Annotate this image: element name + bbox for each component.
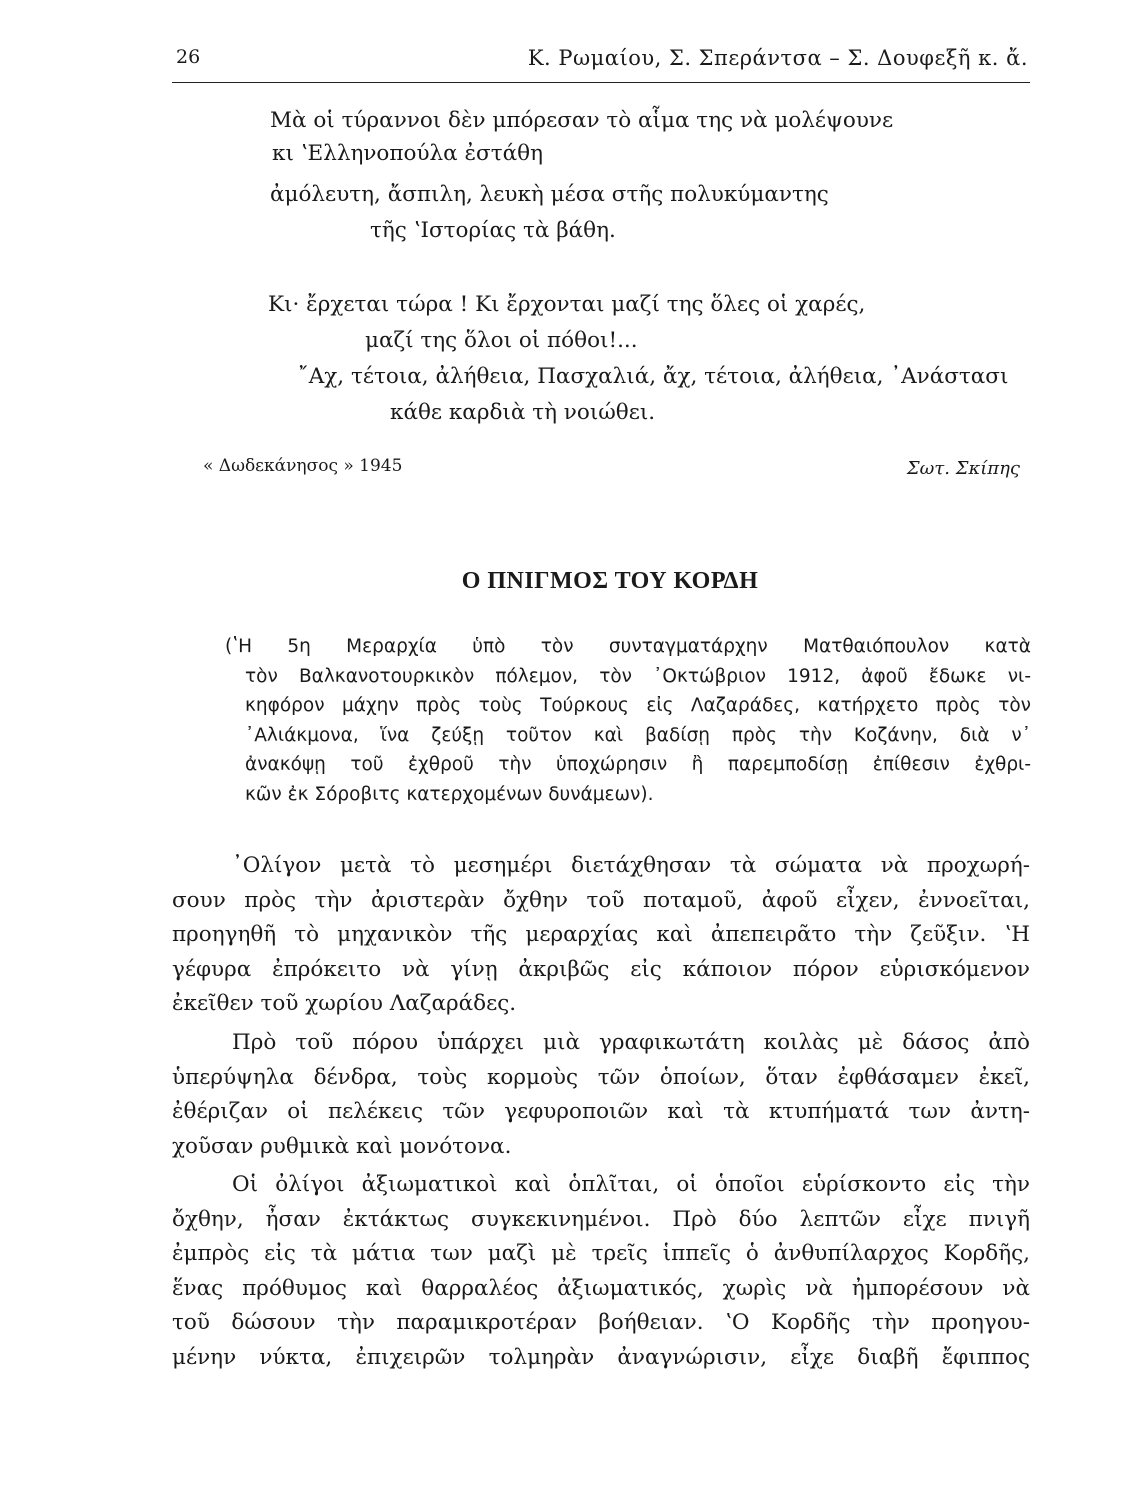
paragraph-3 <box>172 1172 1030 1379</box>
article-title: Ο ΠΝΙΓΜΟΣ ΤΟΥ ΚΟΡΔΗ <box>461 568 759 594</box>
page-number: 26 <box>176 46 201 68</box>
body-line: ἐκεῖθεν τοῦ χωρίου Λαζαράδες. <box>172 991 517 1016</box>
intro-line: ἀνακόψῃ τοῦ ἐχθροῦ τὴν ὑποχώρησιν ἢ παρεμποδίσῃ ἐπίθεσιν ἐχθρι- <box>245 754 1031 775</box>
intro-line: (ʽΗ 5η Μεραρχία ὑπὸ τὸν συνταγματάρχην Ματθαιόπουλον κατὰ <box>225 636 1031 657</box>
paragraph-2 <box>172 1030 1030 1168</box>
body-line: ἐθέριζαν οἱ πελέκεις τῶν γεφυροποιῶν καὶ τὰ κτυπήματά των ἀντη- <box>172 1099 1030 1124</box>
running-head: Κ. Ρωμαίου, Σ. Σπεράντσα – Σ. Δουφεξῆ κ. ἄ. <box>527 46 1028 70</box>
page-header <box>172 46 1030 83</box>
body-line: ὑπερύψηλα δένδρα, τοὺς κορμοὺς τῶν ὁποίων, ὅταν ἐφθάσαμεν ἐκεῖ, <box>172 1064 1030 1090</box>
poem-line: κάθε καρδιὰ τὴ νοιώθει. <box>390 400 656 425</box>
body-line: Πρὸ τοῦ πόρου ὑπάρχει μιὰ γραφικωτάτη κοιλὰς μὲ δάσος ἀπὸ <box>232 1030 1030 1055</box>
intro-line: τὸν Βαλκανοτουρκικὸν πόλεμον, τὸν ᾿Οκτώβριον 1912, ἀφοῦ ἔδωκε νι- <box>245 665 1031 687</box>
article-intro <box>225 632 1031 809</box>
poem-line: κι ʽΕλληνοπούλα ἐστάθη <box>272 141 543 166</box>
body-line: ἐμπρὸς εἰς τὰ μάτια των μαζὶ μὲ τρεῖς ἱππεῖς ὁ ἀνθυπίλαρχος Κορδῆς, <box>172 1241 1030 1266</box>
poem-place-date: « Δωδεκάνησος » 1945 <box>203 456 403 476</box>
poem-line: τῆς ʽΙστορίας τὰ βάθη. <box>370 218 616 243</box>
poem-line: Κι· ἔρχεται τώρα ! Κι ἔρχονται μαζί της ὅλες οἱ χαρές, <box>268 292 866 317</box>
poem-author: Σωτ. Σκίπης <box>906 458 1020 479</box>
body-line: ᾿Ολίγον μετὰ τὸ μεσημέρι διετάχθησαν τὰ σώματα νὰ προχωρή- <box>232 853 1030 878</box>
intro-line: κῶν ἐκ Σόροβιτς κατερχομένων δυνάμεων). <box>245 783 654 805</box>
body-line: Οἱ ὀλίγοι ἀξιωματικοὶ καὶ ὁπλῖται, οἱ ὁποῖοι εὑρίσκοντο εἰς τὴν <box>232 1172 1030 1197</box>
body-line: τοῦ δώσουν τὴν παραμικροτέραν βοήθειαν. ʽΟ Κορδῆς τὴν προηγου- <box>172 1310 1030 1335</box>
poem-line: ἀμόλευτη, ἄσπιλη, λευκὴ μέσα στῆς πολυκύμαντης <box>270 182 829 207</box>
body-line: μένην νύκτα, ἐπιχειρῶν τολμηρὰν ἀναγνώρισιν, εἶχε διαβῆ ἔφιππος <box>172 1344 1030 1370</box>
body-line: γέφυρα ἐπρόκειτο νὰ γίνῃ ἀκριβῶς εἰς κάποιον πόρον εὑρισκόμενον <box>172 956 1030 982</box>
intro-line: ᾿Αλιάκμονα, ἵνα ζεύξῃ τοῦτον καὶ βαδίσῃ πρὸς τὴν Κοζάνην, διὰ ν᾿ <box>245 724 1031 746</box>
intro-line: κηφόρον μάχην πρὸς τοὺς Τούρκους εἰς Λαζαράδες, κατήρχετο πρὸς τὸν <box>245 695 1031 716</box>
poem-line: Μὰ οἱ τύραννοι δὲν μπόρεσαν τὸ αἷμα της νὰ μολέψουνε <box>270 108 894 133</box>
body-line: χοῦσαν ρυθμικὰ καὶ μονότονα. <box>172 1133 512 1159</box>
body-line: προηγηθῆ τὸ μηχανικὸν τῆς μεραρχίας καὶ ἀπεπειρᾶτο τὴν ζεῦξιν. ʽΗ <box>172 922 1030 947</box>
paragraph-1 <box>172 853 1030 1026</box>
body-line: ἕνας πρόθυμος καὶ θαρραλέος ἀξιωματικός, χωρὶς νὰ ἠμπορέσουν νὰ <box>172 1275 1030 1301</box>
body-line: ὄχθην, ἦσαν ἐκτάκτως συγκεκινημένοι. Πρὸ δύο λεπτῶν εἶχε πνιγῆ <box>172 1206 1030 1232</box>
poem-line: ῎Αχ, τέτοια, ἀλήθεια, Πασχαλιά, ἄχ, τέτοια, ἀλήθεια, ᾿Ανάστασι <box>298 364 1009 389</box>
poem-line: μαζί της ὅλοι οἱ πόθοι!... <box>365 328 638 353</box>
body-line: σουν πρὸς τὴν ἀριστερὰν ὄχθην τοῦ ποταμοῦ, ἀφοῦ εἶχεν, ἐννοεῖται, <box>172 887 1030 913</box>
